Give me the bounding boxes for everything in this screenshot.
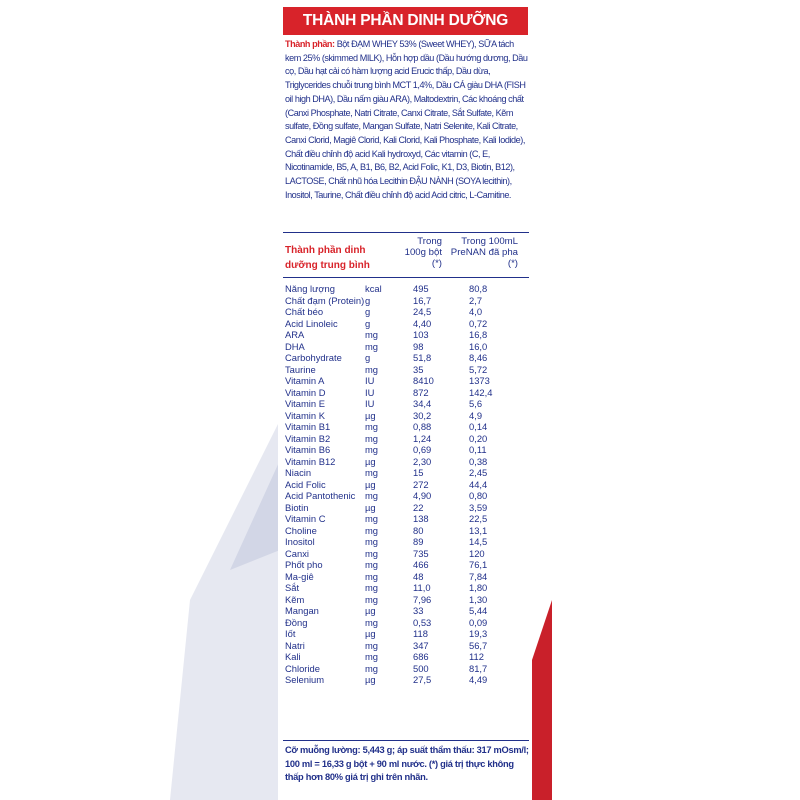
table-row [285,410,529,422]
nutrient-unit: mg [365,582,379,593]
nutrient-unit: mg [365,616,379,628]
value-per-100g: 4,40 [413,317,432,329]
nutrient-name: Natri [285,639,305,651]
nutrient-name: Niacin [285,467,312,478]
table-row [285,559,529,571]
table-row [285,295,529,307]
value-per-100g: 0,88 [413,421,432,432]
value-per-100ml: 2,45 [469,467,488,478]
nutrient-unit: µg [365,628,376,639]
value-per-100ml: 44,4 [469,478,488,490]
nutrient-name: Chất béo [285,306,324,317]
background-swoosh-left [170,400,280,800]
table-row [285,571,529,583]
value-per-100g: 35 [413,363,424,375]
divider-bottom [283,740,529,741]
value-per-100g: 347 [413,639,429,651]
nutrient-name: Vitamin K [285,409,325,421]
nutrient-name: Đồng [285,616,308,628]
value-per-100g: 272 [413,478,429,490]
value-per-100ml: 0,72 [469,317,488,329]
table-row [285,663,529,675]
value-per-100g: 51,8 [413,352,432,363]
nutrient-name: Mangan [285,605,319,616]
table-row [285,628,529,640]
table-row [285,525,529,537]
nutrient-name: Vitamin B1 [285,421,331,432]
nutrient-unit: µg [365,409,376,421]
nutrient-unit: g [365,306,371,317]
value-per-100g: 2,30 [413,455,432,467]
value-per-100ml: 5,72 [469,363,488,375]
value-per-100ml: 1,80 [469,582,488,593]
nutrient-unit: IU [365,375,375,386]
value-per-100g: 11,0 [413,582,431,593]
nutrient-unit: µg [365,478,376,490]
nutrient-unit: mg [365,421,379,432]
nutrient-unit: mg [365,639,379,651]
table-row [285,548,529,560]
table-row [285,651,529,663]
table-row [285,640,529,652]
nutrient-unit: mg [365,547,379,559]
table-row [285,352,529,364]
value-per-100g: 466 [413,559,429,570]
table-row [285,421,529,433]
value-per-100ml: 4,49 [469,674,488,685]
nutrient-unit: mg [365,467,379,478]
nutrient-name: Phốt pho [285,559,323,570]
table-row [285,513,529,525]
value-per-100ml: 76,1 [469,559,488,570]
nutrient-unit: mg [365,444,379,455]
table-row [285,490,529,502]
value-per-100ml: 120 [469,547,485,559]
table-header-name: Thành phần dinh dưỡng trung bình [285,245,370,271]
nutrient-name: Canxi [285,547,309,559]
panel-title: THÀNH PHẦN DINH DƯỠNG [283,7,528,35]
nutrient-name: Acid Linoleic [285,317,338,329]
ingredients-list: Bột ĐẠM WHEY 53% (Sweet WHEY), SỮA tách kem 25% (skimmed MILK), Hỗn hợp dầu (Dầu hướng dương, Dầu cọ, Dầu hạt cải có hàm lượng acid Erucic thấp, Dầu dừa, Triglycerides chuỗi trung bình MCT 1,4%, Dầu CÁ giàu DHA (FISH oil high DHA), Dầu nấm giàu ARA), Maltodextrin, Các khoáng chất (Canxi Phosphate, Natri Citrate, Canxi Citrate, Sắt Sulfate, Kẽm sulfate, Đồng sulfate, Mangan Sulfate, Natri Selenite, Kali Citrate, Canxi Clorid, Magiê Clorid, Kali Clorid, Kali Phosphate, Kali Iodide), Chất điều chỉnh độ acid Kali hydroxyd, Các vitamin (C, E, Nicotinamide, B5, A, B1, B6, B2, Acid Folic, K1, D3, Biotin, B12), LACTOSE, Chất nhũ hóa Lecithin ĐẬU NÀNH (SOYA lecithin), Inositol, Taurine, Chất điều chỉnh độ acid Acid citric, L-Carnitine. [285,39,528,200]
value-per-100g: 500 [413,662,429,674]
nutrient-name: Inositol [285,536,315,547]
table-row [285,456,529,468]
value-per-100g: 27,5 [413,674,432,685]
value-per-100g: 33 [413,605,424,616]
nutrient-unit: IU [365,386,375,398]
value-per-100ml: 56,7 [469,639,488,651]
table-row [285,433,529,445]
value-per-100ml: 0,38 [469,455,488,467]
table-row [285,617,529,629]
value-per-100ml: 4,9 [469,409,483,421]
nutrient-name: Iốt [285,628,296,639]
nutrient-unit: mg [365,651,379,662]
value-per-100ml: 0,11 [469,444,487,455]
value-per-100ml: 5,44 [469,605,488,616]
nutrient-name: Acid Pantothenic [285,490,356,501]
table-row [285,536,529,548]
table-row [285,329,529,341]
table-header-col2: Trong 100mL PreNAN đã pha (*) [450,236,518,269]
value-per-100g: 1,24 [413,432,432,444]
nutrient-unit: µg [365,501,376,513]
nutrient-name: Carbohydrate [285,352,342,363]
table-row [285,479,529,491]
value-per-100ml: 0,20 [469,432,488,444]
nutrient-unit: g [365,317,371,329]
divider-header [283,277,529,278]
value-per-100ml: 13,1 [469,524,488,536]
value-per-100g: 22 [413,501,424,513]
nutrient-unit: mg [365,513,379,524]
nutrient-name: DHA [285,340,305,352]
nutrient-name: Vitamin C [285,513,326,524]
nutrient-name: Vitamin D [285,386,326,398]
value-per-100ml: 19,3 [469,628,488,639]
value-per-100ml: 5,6 [469,398,483,409]
value-per-100ml: 8,46 [469,352,488,363]
nutrient-unit: IU [365,398,375,409]
nutrient-unit: mg [365,432,379,444]
value-per-100g: 735 [413,547,429,559]
nutrient-unit: mg [365,363,379,375]
value-per-100ml: 0,09 [469,616,488,628]
nutrient-name: Vitamin B6 [285,444,331,455]
value-per-100g: 0,53 [413,616,432,628]
nutrient-name: Sắt [285,582,300,593]
nutrient-name: Choline [285,524,317,536]
nutrient-name: Năng lượng [285,283,335,294]
value-per-100g: 16,7 [413,294,432,306]
value-per-100g: 15 [413,467,424,478]
value-per-100g: 495 [413,283,429,294]
value-per-100ml: 142,4 [469,386,493,398]
nutrient-unit: g [365,294,371,306]
table-row [285,467,529,479]
table-row [285,318,529,330]
nutrient-unit: mg [365,329,379,340]
nutrient-name: Chất đạm (Protein) [285,294,365,306]
nutrient-name: Chloride [285,662,320,674]
table-row [285,306,529,318]
value-per-100g: 103 [413,329,429,340]
value-per-100ml: 1373 [469,375,490,386]
value-per-100ml: 4,0 [469,306,483,317]
value-per-100ml: 14,5 [469,536,488,547]
value-per-100g: 80 [413,524,424,536]
value-per-100g: 0,69 [413,444,432,455]
ingredients-label: Thành phần: [285,39,335,49]
nutrient-name: Biotin [285,501,309,513]
nutrient-unit: mg [365,593,379,605]
ingredients-text [285,38,529,202]
nutrient-unit: mg [365,524,379,536]
nutrient-name: Vitamin B12 [285,455,336,467]
value-per-100ml: 1,30 [469,593,488,605]
value-per-100ml: 80,8 [469,283,488,294]
divider-top [283,232,529,233]
table-row [285,364,529,376]
table-row [285,605,529,617]
table-row [285,594,529,606]
nutrient-unit: mg [365,559,379,570]
value-per-100ml: 22,5 [469,513,488,524]
value-per-100ml: 81,7 [469,662,488,674]
table-row [285,502,529,514]
table-row [285,582,529,594]
table-row [285,375,529,387]
nutrient-name: Selenium [285,674,325,685]
value-per-100g: 34,4 [413,398,432,409]
value-per-100g: 98 [413,340,424,352]
value-per-100g: 24,5 [413,306,432,317]
nutrient-name: Taurine [285,363,316,375]
nutrient-name: Kẽm [285,593,305,605]
table-row [285,341,529,353]
nutrient-name: Vitamin E [285,398,325,409]
nutrient-unit: mg [365,340,379,352]
table-row [285,674,529,686]
nutrient-name: Vitamin A [285,375,325,386]
background-swoosh-right [532,600,552,800]
table-row [285,398,529,410]
value-per-100ml: 3,59 [469,501,488,513]
nutrient-name: Ma-giê [285,570,314,582]
nutrient-unit: mg [365,662,379,674]
value-per-100g: 48 [413,570,424,582]
value-per-100ml: 2,7 [469,294,483,306]
value-per-100g: 686 [413,651,429,662]
footer-note: Cỡ muỗng lường: 5,443 g; áp suất thẩm thấu: 317 mOsm/l; 100 ml = 16,33 g bột + 90 ml nước. (*) giá trị thực không thấp hơn 80% giá trị ghi trên nhãn. [285,745,529,782]
value-per-100g: 118 [413,628,428,639]
value-per-100ml: 112 [469,651,484,662]
table-header-col1: Trong 100g bột (*) [404,236,442,269]
value-per-100g: 4,90 [413,490,432,501]
value-per-100g: 138 [413,513,429,524]
table-row [285,283,529,295]
nutrient-unit: kcal [365,283,382,294]
value-per-100ml: 0,14 [469,421,488,432]
value-per-100g: 8410 [413,375,434,386]
nutrient-name: Vitamin B2 [285,432,331,444]
nutrient-unit: g [365,352,371,363]
value-per-100ml: 0,80 [469,490,488,501]
table-row [285,387,529,399]
nutrient-unit: mg [365,570,379,582]
value-per-100g: 89 [413,536,424,547]
value-per-100ml: 16,8 [469,329,488,340]
nutrient-unit: µg [365,455,376,467]
value-per-100g: 30,2 [413,409,432,421]
nutrient-name: Kali [285,651,301,662]
nutrient-unit: mg [365,536,379,547]
nutrient-name: Acid Folic [285,478,326,490]
value-per-100g: 7,96 [413,593,432,605]
nutrient-unit: µg [365,605,376,616]
value-per-100ml: 7,84 [469,570,488,582]
table-row [285,444,529,456]
nutrition-table [285,283,529,686]
nutrient-name: ARA [285,329,305,340]
value-per-100g: 872 [413,386,429,398]
nutrient-unit: µg [365,674,376,685]
nutrient-unit: mg [365,490,379,501]
value-per-100ml: 16,0 [469,340,488,352]
